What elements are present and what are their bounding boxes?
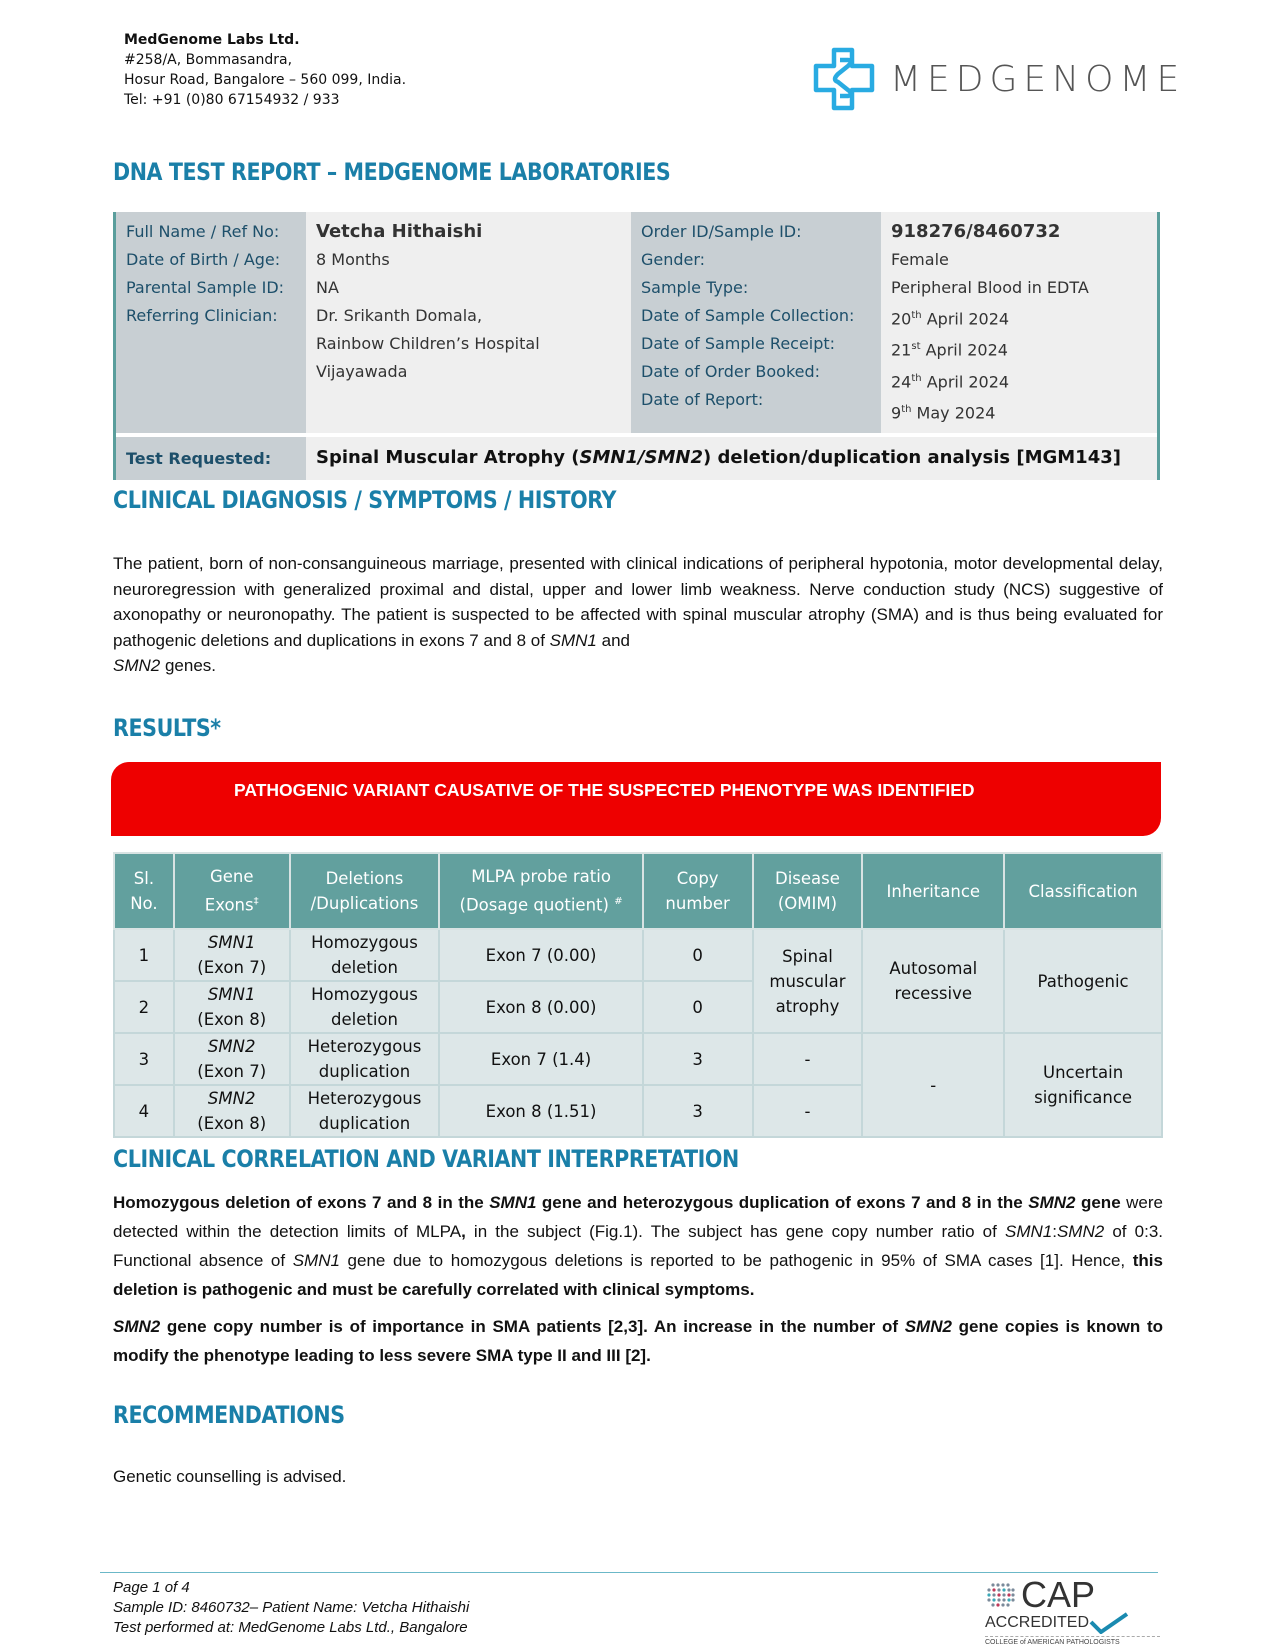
- col-sl: Sl. No.: [114, 853, 174, 929]
- company-name: MedGenome Labs Ltd.: [124, 32, 300, 48]
- cap-title: CAP: [1021, 1574, 1096, 1615]
- test-requested-row: [116, 437, 1157, 480]
- cell-type: Heterozygous duplication: [290, 1033, 440, 1085]
- label-receipt-date: Date of Sample Receipt:: [641, 334, 836, 353]
- right-labels: [631, 212, 881, 433]
- report-title: DNA TEST REPORT – MEDGENOME LABORATORIES: [113, 158, 671, 186]
- result-banner: PATHOGENIC VARIANT CAUSATIVE OF THE SUSPECTED PHENOTYPE WAS IDENTIFIED: [111, 762, 1161, 836]
- cell-classification-pathogenic: Pathogenic: [1004, 929, 1162, 1033]
- checkmark-icon: [1089, 1612, 1129, 1634]
- cell-sl: 2: [114, 981, 174, 1033]
- cell-mlpa: Exon 7 (0.00): [439, 929, 642, 981]
- table-row: [114, 1033, 1162, 1085]
- clinician-name: Dr. Srikanth Domala,: [316, 306, 483, 325]
- cell-disease: Spinal muscular atrophy: [753, 929, 863, 1033]
- address-line-2: Hosur Road, Bangalore – 560 099, India.: [124, 72, 407, 88]
- cap-dots-icon: [985, 1580, 1017, 1610]
- cell-disease: -: [753, 1085, 863, 1137]
- cell-type: Homozygous deletion: [290, 981, 440, 1033]
- right-values: [881, 212, 1160, 433]
- phone: Tel: +91 (0)80 67154932 / 933: [124, 92, 340, 108]
- cell-gene: SMN1 (Exon 8): [174, 981, 290, 1033]
- cap-accredited: ACCREDITED: [985, 1612, 1160, 1634]
- patient-name: Vetcha Hithaishi: [316, 221, 483, 242]
- cell-disease: -: [753, 1033, 863, 1085]
- test-requested-value: Spinal Muscular Atrophy (SMN1/SMN2) deletion/duplication analysis [MGM143]: [316, 447, 1121, 469]
- cell-mlpa: Exon 7 (1.4): [439, 1033, 642, 1085]
- gender: Female: [891, 250, 949, 269]
- parental-sample-id: NA: [316, 278, 339, 297]
- clinical-heading: CLINICAL DIAGNOSIS / SYMPTOMS / HISTORY: [113, 486, 617, 514]
- results-heading: RESULTS*: [113, 714, 221, 742]
- label-booked-date: Date of Order Booked:: [641, 362, 821, 381]
- label-full-name: Full Name / Ref No:: [126, 222, 280, 241]
- cell-classification-uncertain: Uncertain significance: [1004, 1033, 1162, 1137]
- label-parental-sample: Parental Sample ID:: [126, 278, 285, 297]
- collection-date: 20th April 2024: [891, 309, 1010, 329]
- patient-age: 8 Months: [316, 250, 390, 269]
- cell-sl: 3: [114, 1033, 174, 1085]
- left-values: [306, 212, 631, 433]
- cell-type: Homozygous deletion: [290, 929, 440, 981]
- cell-sl: 4: [114, 1085, 174, 1137]
- booked-date: 24th April 2024: [891, 371, 1010, 391]
- interpretation-paragraph-1: Homozygous deletion of exons 7 and 8 in the SMN1 gene and heterozygous duplication of exons 7 and 8 in the SMN2 gene were detected within the detection limits of MLPA, in the subject (Fig.1). The subject has gene copy number ratio of SMN1:SMN2 of 0:3. Functional absence of SMN1 gene due to homozygous deletions is reported to be pathogenic in 95% of SMA cases [1]. Hence, this deletion is pathogenic and must be carefully correlated with clinical symptoms.: [113, 1193, 1164, 1299]
- cap-accredited-logo: [985, 1574, 1160, 1646]
- recommendations-heading: RECOMMENDATIONS: [113, 1401, 345, 1429]
- clinician-city: Vijayawada: [316, 362, 408, 381]
- cell-gene: SMN2 (Exon 7): [174, 1033, 290, 1085]
- cell-mlpa: Exon 8 (1.51): [439, 1085, 642, 1137]
- cell-inheritance: -: [862, 1033, 1004, 1137]
- lab-address: [124, 30, 406, 110]
- logo-text: MEDGENOME: [890, 58, 1186, 100]
- recommendations-text: Genetic counselling is advised.: [113, 1467, 347, 1486]
- footer-divider: [100, 1572, 1158, 1573]
- label-report-date: Date of Report:: [641, 390, 764, 409]
- results-table: [113, 852, 1163, 1138]
- report-date: 9th May 2024: [891, 403, 996, 423]
- cell-sl: 1: [114, 929, 174, 981]
- label-clinician: Referring Clinician:: [126, 306, 278, 325]
- label-dob-age: Date of Birth / Age:: [126, 250, 281, 269]
- medgenome-cross-icon: [812, 46, 876, 112]
- clinical-text: The patient, born of non-consanguineous marriage, presented with clinical indications of peripheral hypotonia, motor developmental delay, neuroregression with generalized proximal and distal, upper and lower limb weakness. Nerve conduction study (NCS) suggestive of axonopathy or neuronopathy. The patient is suspected to be affected with spinal muscular atrophy (SMA) and is thus being evaluated for pathogenic deletions and duplications in exons 7 and 8 of SMN1 and SMN2 genes.: [113, 554, 1163, 675]
- cap-subtitle: COLLEGE of AMERICAN PATHOLOGISTS: [985, 1636, 1160, 1646]
- cell-copy: 0: [643, 929, 753, 981]
- cell-inheritance: Autosomal recessive: [862, 929, 1004, 1033]
- interpretation-heading: CLINICAL CORRELATION AND VARIANT INTERPRETATION: [113, 1145, 739, 1173]
- left-labels: [116, 212, 306, 433]
- col-disease: Disease (OMIM): [753, 853, 863, 929]
- footer: [113, 1578, 469, 1638]
- receipt-date: 21st April 2024: [891, 340, 1008, 360]
- cell-gene: SMN1 (Exon 7): [174, 929, 290, 981]
- col-classification: Classification: [1004, 853, 1162, 929]
- clinician-hospital: Rainbow Children’s Hospital: [316, 334, 540, 353]
- interpretation-paragraph-2: SMN2 gene copy number is of importance in SMA patients [2,3]. An increase in the number of SMN2 gene copies is known to modify the phenotype leading to less severe SMA type II and III [2].: [113, 1317, 1163, 1365]
- sample-type: Peripheral Blood in EDTA: [891, 278, 1089, 297]
- footer-performed-at: Test performed at: MedGenome Labs Ltd., Bangalore: [113, 1619, 468, 1636]
- label-collection-date: Date of Sample Collection:: [641, 306, 855, 325]
- cell-type: Heterozygous duplication: [290, 1085, 440, 1137]
- order-sample-id: 918276/8460732: [891, 221, 1061, 242]
- table-header: [114, 853, 1162, 929]
- cell-copy: 3: [643, 1085, 753, 1137]
- cell-gene: SMN2 (Exon 8): [174, 1085, 290, 1137]
- test-requested-label: Test Requested:: [116, 437, 306, 480]
- label-gender: Gender:: [641, 250, 706, 269]
- col-gene: Gene Exons‡: [174, 853, 290, 929]
- table-row: [114, 929, 1162, 981]
- page-number: Page 1 of 4: [113, 1579, 190, 1596]
- col-inheritance: Inheritance: [862, 853, 1004, 929]
- medgenome-logo: [812, 46, 1185, 112]
- address-line-1: #258/A, Bommasandra,: [124, 52, 293, 68]
- label-sample-type: Sample Type:: [641, 278, 749, 297]
- col-deletions: Deletions /Duplications: [290, 853, 440, 929]
- label-order-id: Order ID/Sample ID:: [641, 222, 802, 241]
- cell-copy: 0: [643, 981, 753, 1033]
- patient-info-table: [113, 212, 1160, 480]
- col-copy: Copy number: [643, 853, 753, 929]
- cell-copy: 3: [643, 1033, 753, 1085]
- footer-sample-id: Sample ID: 8460732– Patient Name: Vetcha Hithaishi: [113, 1599, 470, 1616]
- col-mlpa: MLPA probe ratio (Dosage quotient) #: [439, 853, 642, 929]
- cell-mlpa: Exon 8 (0.00): [439, 981, 642, 1033]
